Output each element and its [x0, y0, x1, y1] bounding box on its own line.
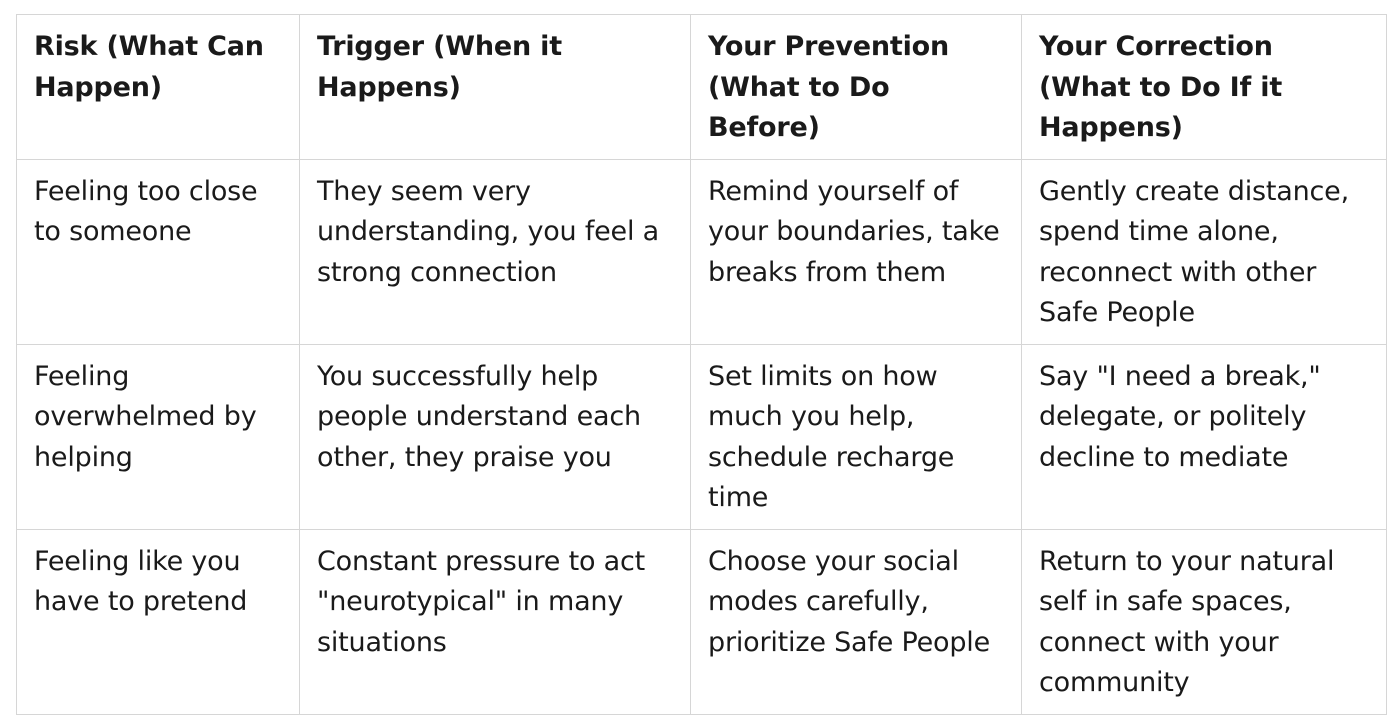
cell-risk: Feeling too close to someone [17, 159, 300, 344]
header-risk: Risk (What Can Happen) [17, 15, 300, 160]
risk-management-table [16, 14, 1387, 715]
cell-risk: Feeling overwhelmed by helping [17, 344, 300, 529]
cell-trigger: You successfully help people understand each other, they praise you [300, 344, 691, 529]
table-header [17, 15, 1387, 160]
cell-prevention: Choose your social modes carefully, prioritize Safe People [691, 529, 1022, 714]
cell-trigger: Constant pressure to act "neurotypical" in many situations [300, 529, 691, 714]
cell-prevention: Set limits on how much you help, schedule recharge time [691, 344, 1022, 529]
cell-correction: Say "I need a break," delegate, or politely decline to mediate [1022, 344, 1387, 529]
cell-correction: Return to your natural self in safe spaces, connect with your community [1022, 529, 1387, 714]
header-row [17, 15, 1387, 160]
header-prevention: Your Prevention (What to Do Before) [691, 15, 1022, 160]
table-row [17, 344, 1387, 529]
cell-trigger: They seem very understanding, you feel a strong connection [300, 159, 691, 344]
table-body [17, 159, 1387, 714]
cell-risk: Feeling like you have to pretend [17, 529, 300, 714]
cell-correction: Gently create distance, spend time alone, reconnect with other Safe People [1022, 159, 1387, 344]
table-row [17, 159, 1387, 344]
header-trigger: Trigger (When it Happens) [300, 15, 691, 160]
table-row [17, 529, 1387, 714]
cell-prevention: Remind yourself of your boundaries, take breaks from them [691, 159, 1022, 344]
header-correction: Your Correction (What to Do If it Happens) [1022, 15, 1387, 160]
